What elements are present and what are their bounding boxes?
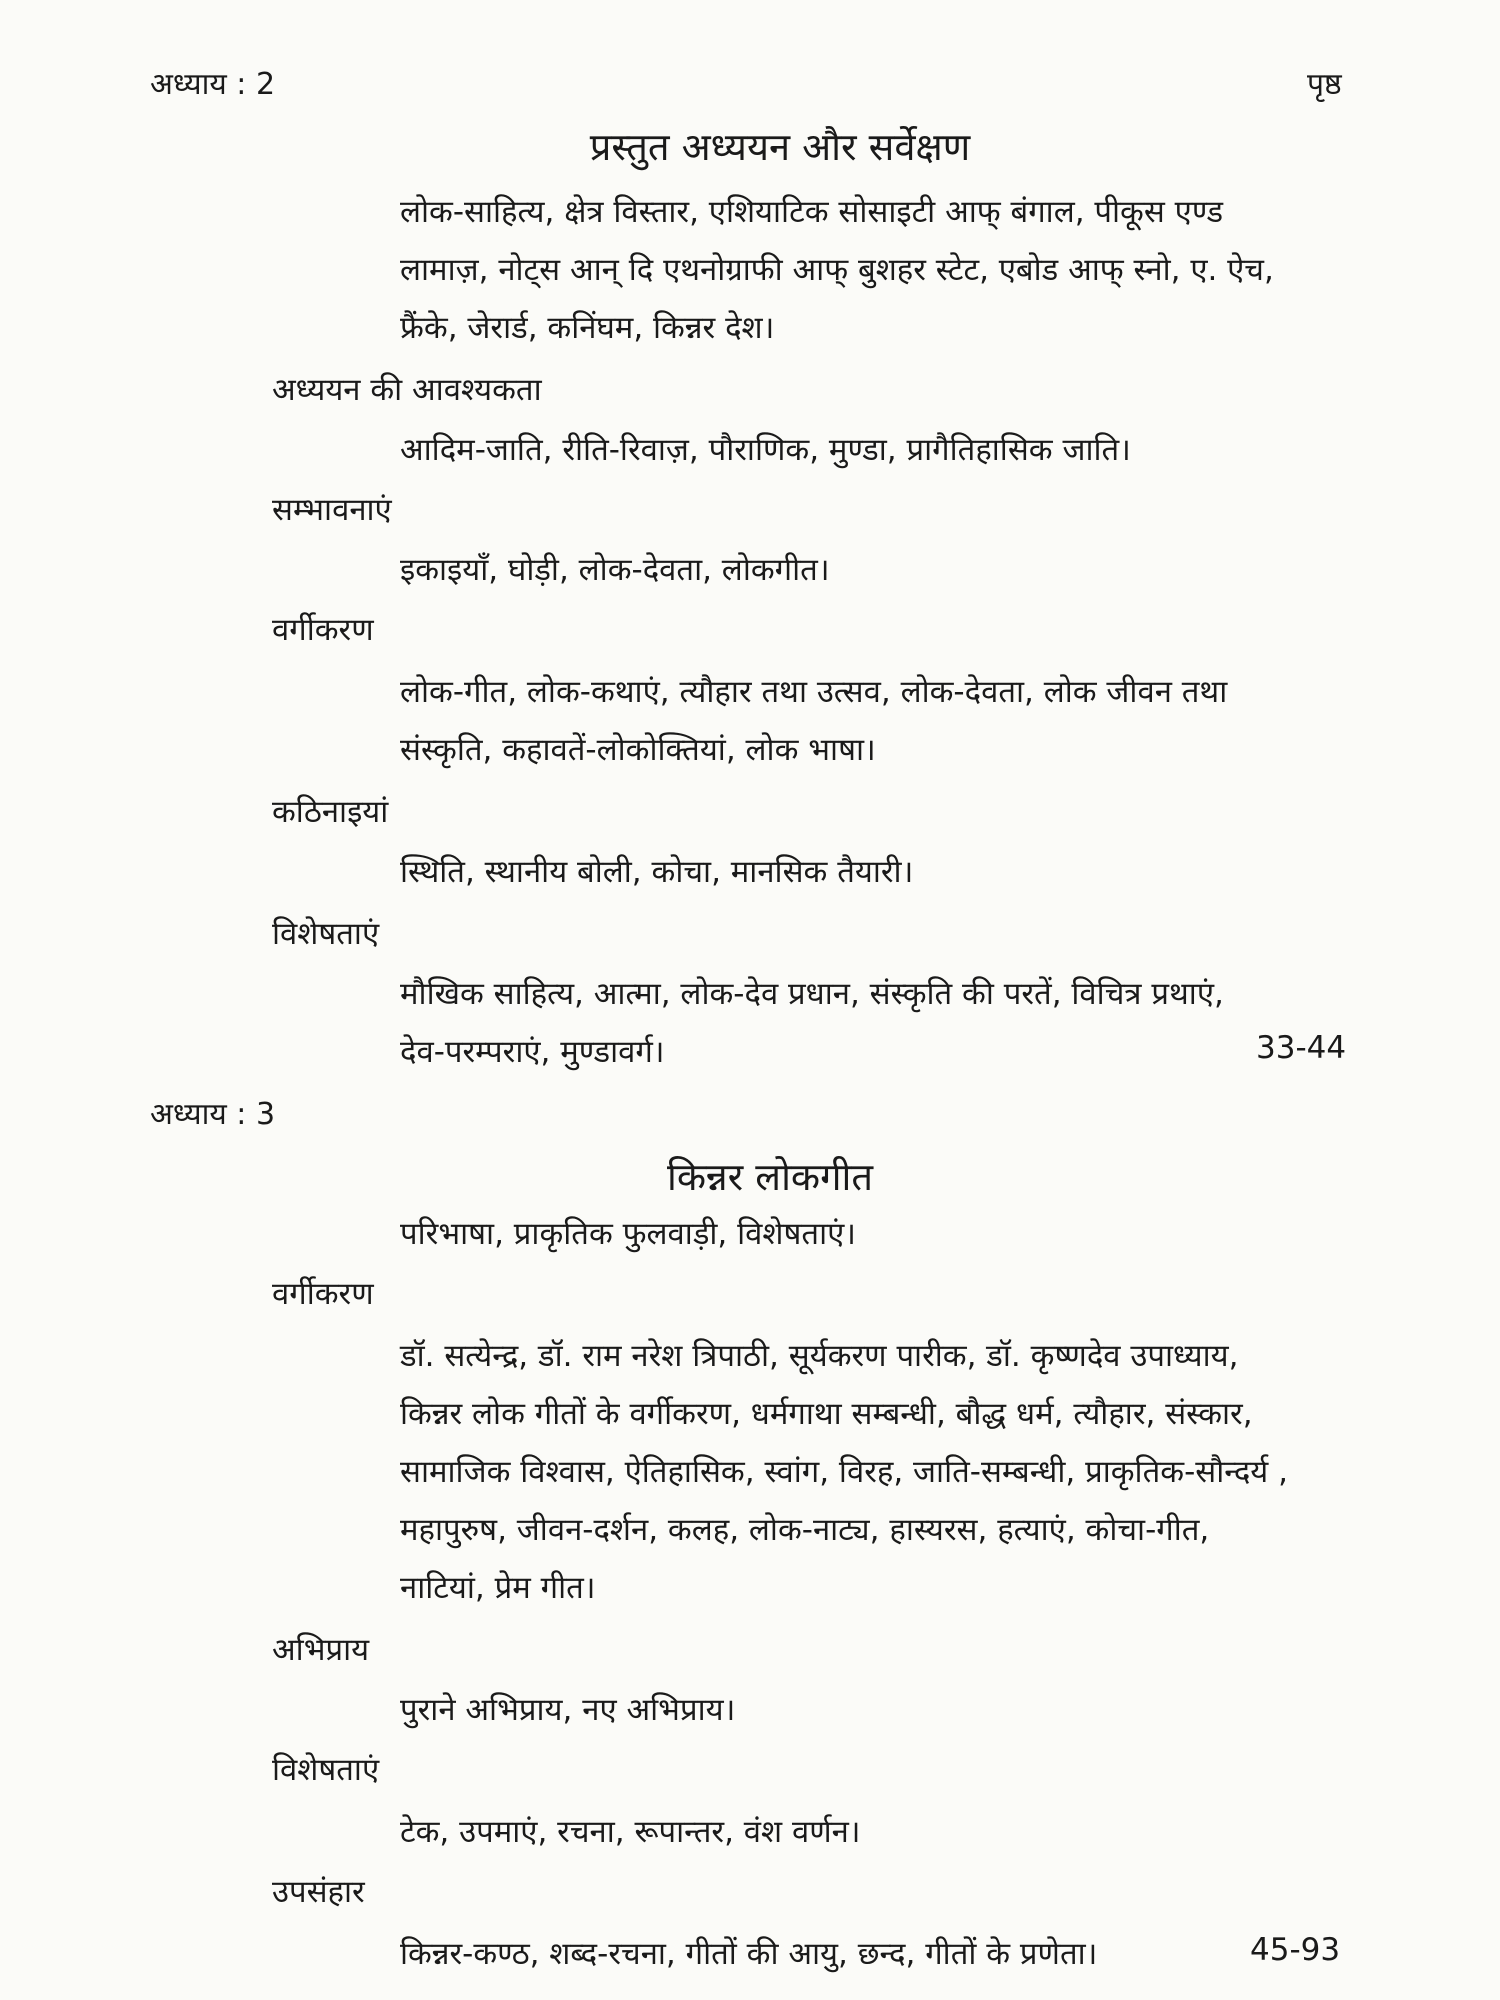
section-heading: अभिप्राय bbox=[272, 1632, 370, 1668]
section-heading: विशेषताएं bbox=[272, 916, 380, 952]
chapter-3-title: किन्नर लोकगीत bbox=[667, 1155, 873, 1199]
section-line: स्थिति, स्थानीय बोली, कोचा, मानसिक तैयारी। bbox=[400, 854, 914, 890]
section-heading: अध्ययन की आवश्यकता bbox=[272, 372, 542, 408]
chapter-3-intro-line: परिभाषा, प्राकृतिक फुलवाड़ी, विशेषताएं। bbox=[400, 1216, 856, 1252]
section-line: सामाजिक विश्वास, ऐतिहासिक, स्वांग, विरह, जाति-सम्बन्धी, प्राकृतिक-सौन्दर्य , bbox=[400, 1454, 1288, 1490]
section-heading: सम्भावनाएं bbox=[272, 492, 392, 528]
chapter-2-intro-line: लोक-साहित्य, क्षेत्र विस्तार, एशियाटिक सोसाइटी आफ् बंगाल, पीकूस एण्ड bbox=[400, 194, 1224, 230]
chapter-3-label: अध्याय : 3 bbox=[150, 1097, 276, 1132]
section-heading: कठिनाइयां bbox=[272, 794, 389, 830]
chapter-2-intro-line: फ्रैंके, जेरार्ड, कनिंघम, किन्नर देश। bbox=[400, 310, 775, 346]
section-line: महापुरुष, जीवन-दर्शन, कलह, लोक-नाट्य, हास्यरस, हत्याएं, कोचा-गीत, bbox=[400, 1512, 1210, 1548]
chapter-2-page-range: 33-44 bbox=[1256, 1030, 1347, 1066]
section-line: मौखिक साहित्य, आत्मा, लोक-देव प्रधान, संस्कृति की परतें, विचित्र प्रथाएं, bbox=[400, 976, 1224, 1012]
section-heading: उपसंहार bbox=[272, 1874, 365, 1910]
section-line: संस्कृति, कहावतें-लोकोक्तियां, लोक भाषा। bbox=[400, 732, 876, 768]
section-line: टेक, उपमाएं, रचना, रूपान्तर, वंश वर्णन। bbox=[400, 1814, 861, 1850]
section-line: किन्नर लोक गीतों के वर्गीकरण, धर्मगाथा सम्बन्धी, बौद्ध धर्म, त्यौहार, संस्कार, bbox=[400, 1396, 1253, 1432]
chapter-2-label: अध्याय : 2 bbox=[150, 67, 276, 102]
section-line: आदिम-जाति, रीति-रिवाज़, पौराणिक, मुण्डा, प्रागैतिहासिक जाति। bbox=[400, 432, 1131, 468]
section-line: नाटियां, प्रेम गीत। bbox=[400, 1570, 596, 1606]
section-line: किन्नर-कण्ठ, शब्द-रचना, गीतों की आयु, छन्द, गीतों के प्रणेता। bbox=[400, 1936, 1098, 1972]
section-heading: वर्गीकरण bbox=[272, 1276, 374, 1312]
section-line: इकाइयाँ, घोड़ी, लोक-देवता, लोकगीत। bbox=[400, 552, 830, 588]
section-heading: विशेषताएं bbox=[272, 1752, 380, 1788]
section-line: लोक-गीत, लोक-कथाएं, त्यौहार तथा उत्सव, लोक-देवता, लोक जीवन तथा bbox=[400, 674, 1228, 710]
section-line: पुराने अभिप्राय, नए अभिप्राय। bbox=[400, 1692, 736, 1728]
section-line: डॉ. सत्येन्द्र, डॉ. राम नरेश त्रिपाठी, सूर्यकरण पारीक, डॉ. कृष्णदेव उपाध्याय, bbox=[400, 1338, 1239, 1374]
section-line: देव-परम्पराएं, मुण्डावर्ग। bbox=[400, 1034, 665, 1070]
chapter-2-intro-line: लामाज़, नोट्स आन् दि एथनोग्राफी आफ् बुशहर स्टेट, एबोड आफ् स्नो, ए. ऐच, bbox=[400, 252, 1274, 288]
chapter-3-page-range: 45-93 bbox=[1250, 1932, 1341, 1968]
chapter-2-title: प्रस्तुत अध्ययन और सर्वेक्षण bbox=[589, 125, 971, 169]
section-heading: वर्गीकरण bbox=[272, 612, 374, 648]
page-column-header: पृष्ठ bbox=[1307, 67, 1342, 102]
